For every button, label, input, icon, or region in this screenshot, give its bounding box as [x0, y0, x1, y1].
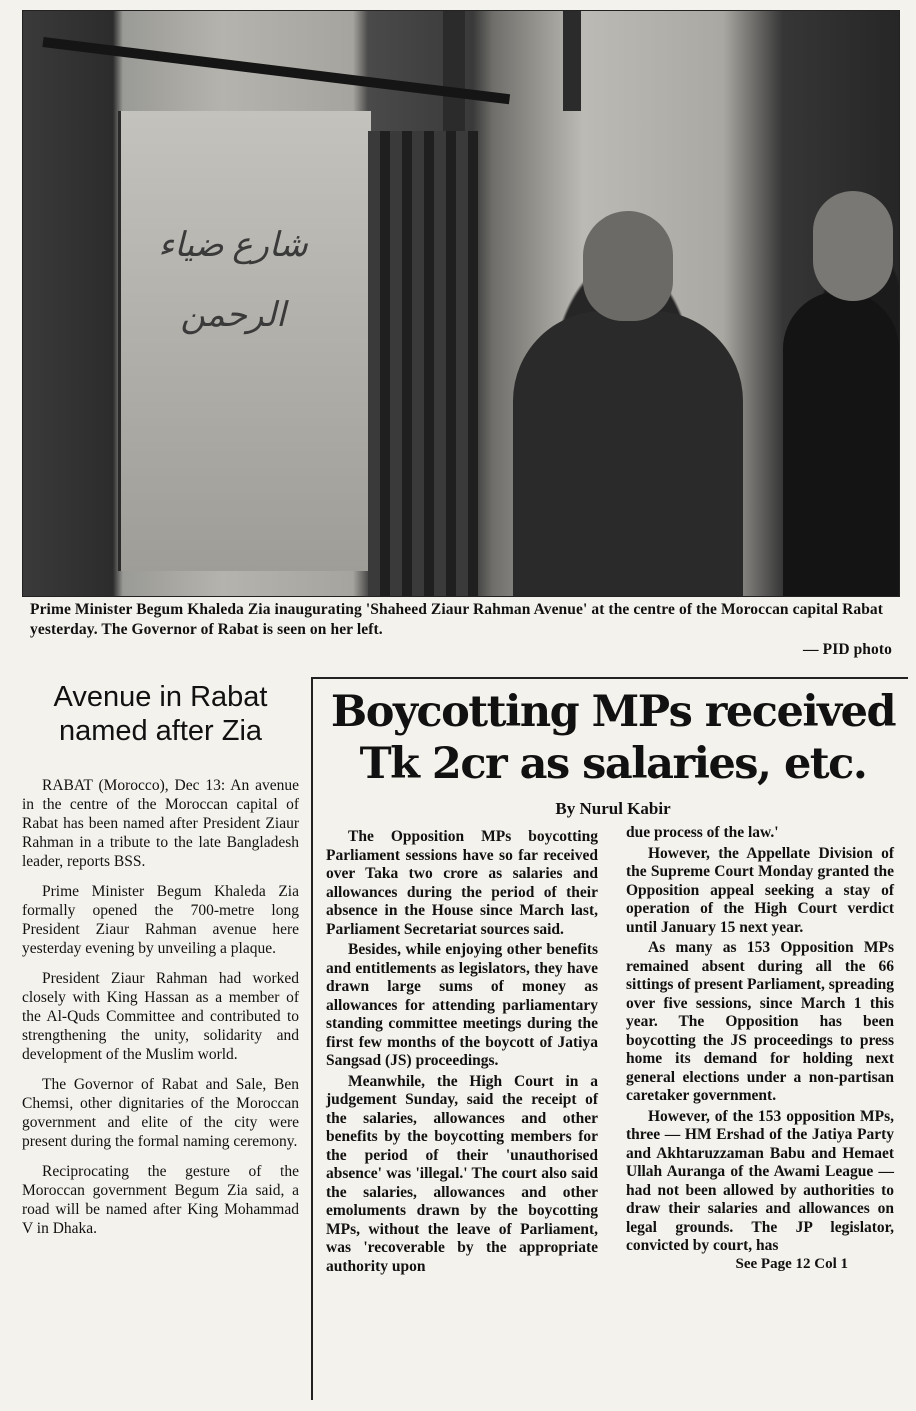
left-story-paragraph: The Governor of Rabat and Sale, Ben Chemsi, other dignitaries of the Moroccan government and elite of the city were present during the formal naming ceremony.: [22, 1076, 299, 1150]
main-story-paragraph: Meanwhile, the High Court in a judgement Sunday, said the receipt of the salaries, allowances and other benefits by the boycotting members for the period of their 'unauthorised absence' was 'illegal.' The court also said the salaries, allowances and other emoluments drawn by the boycotting MPs, without the leave of Parliament, was 'recoverable by the appropriate authority upon: [326, 1072, 598, 1275]
headline-line-2: Tk 2cr as salaries, etc.: [359, 739, 867, 789]
governor-figure: [783, 291, 899, 596]
main-story-paragraph: However, the Appellate Division of the Supreme Court Monday granted the Opposition appeal seeking a stay of operation of the High Court verdict until January 15 next year.: [626, 844, 894, 936]
left-story-paragraph: Prime Minister Begum Khaleda Zia formally opened the 700-metre long President Ziaur Rahman avenue here yesterday evening by unveiling a plaque.: [22, 883, 299, 957]
main-story-paragraph: However, of the 153 opposition MPs, three — HM Ershad of the Jatiya Party and Akhtaruzzaman Babu and Hemaet Ullah Auranga of the Awami League — had not been allowed by authorities to draw their salaries and allowances on legal grounds. The JP legislator, convicted by court, has: [626, 1107, 894, 1254]
main-story-continuation: due process of the law.': [626, 824, 779, 841]
left-story-paragraph: Reciprocating the gesture of the Moroccan government Begum Zia said, a road will be named after King Mohammad V in Dhaka.: [22, 1163, 299, 1237]
main-story-paragraph: The Opposition MPs boycotting Parliament sessions have so far received over Taka two crore as salaries and allowances during the period of their absence in the House since March last, Parliament Secretariat sources said.: [326, 828, 598, 938]
main-story-paragraph: As many as 153 Opposition MPs remained absent during all the 66 sittings of present Parliament, spreading over five sessions, since March 1 this year. The Opposition has been boycotting the JS proceedings to press home its demand for holding next general elections under a non-partisan caretaker government.: [626, 939, 894, 1104]
plaque-inscription: شارع ضياء الرحمن: [158, 227, 308, 334]
main-story-paragraph: Besides, while enjoying other benefits and entitlements as legislators, they have drawn large sums of money as allowances for attending parliamentary standing committee meetings during the first few months of the boycott of Jatiya Sangsad (JS) proceedings.: [326, 941, 598, 1069]
left-story: [22, 680, 299, 1249]
caption-text: Prime Minister Begum Khaleda Zia inaugurating 'Shaheed Ziaur Rahman Avenue' at the centre of the Moroccan capital Rabat yesterday. The Governor of Rabat is seen on her left.: [30, 601, 884, 638]
main-story-column-2: [626, 824, 894, 1273]
news-photo: [22, 10, 900, 597]
main-story-column-1: [326, 828, 598, 1276]
main-story-headline: [318, 686, 908, 790]
byline: By Nurul Kabir: [555, 799, 671, 818]
prime-minister-head: [583, 211, 673, 321]
left-story-paragraph: President Ziaur Rahman had worked closely with King Hassan as a member of the Al-Quds Committee and contributed to strengthening the unity, solidarity and development of the Muslim world.: [22, 970, 299, 1063]
column-divider: [311, 678, 313, 1400]
curtain: [368, 131, 478, 597]
headline-line-1: Boycotting MPs received: [330, 687, 896, 737]
story-box-top-rule: [311, 677, 908, 679]
photo-column: [563, 11, 581, 111]
curtain-rod: [42, 37, 510, 104]
photo-credit: — PID photo: [803, 641, 892, 658]
prime-minister-figure: [513, 311, 743, 596]
governor-head: [813, 191, 893, 301]
photo-caption: [30, 600, 892, 660]
left-story-paragraph: RABAT (Morocco), Dec 13: An avenue in the centre of the Moroccan capital of Rabat has been named after President Ziaur Rahman in a tribute to the late Bangladesh leader, reports BSS.: [22, 777, 299, 870]
jump-line[interactable]: See Page 12 Col 1: [735, 1255, 848, 1272]
photo-column: [443, 11, 465, 131]
left-story-headline: Avenue in Rabat named after Zia: [53, 681, 268, 747]
